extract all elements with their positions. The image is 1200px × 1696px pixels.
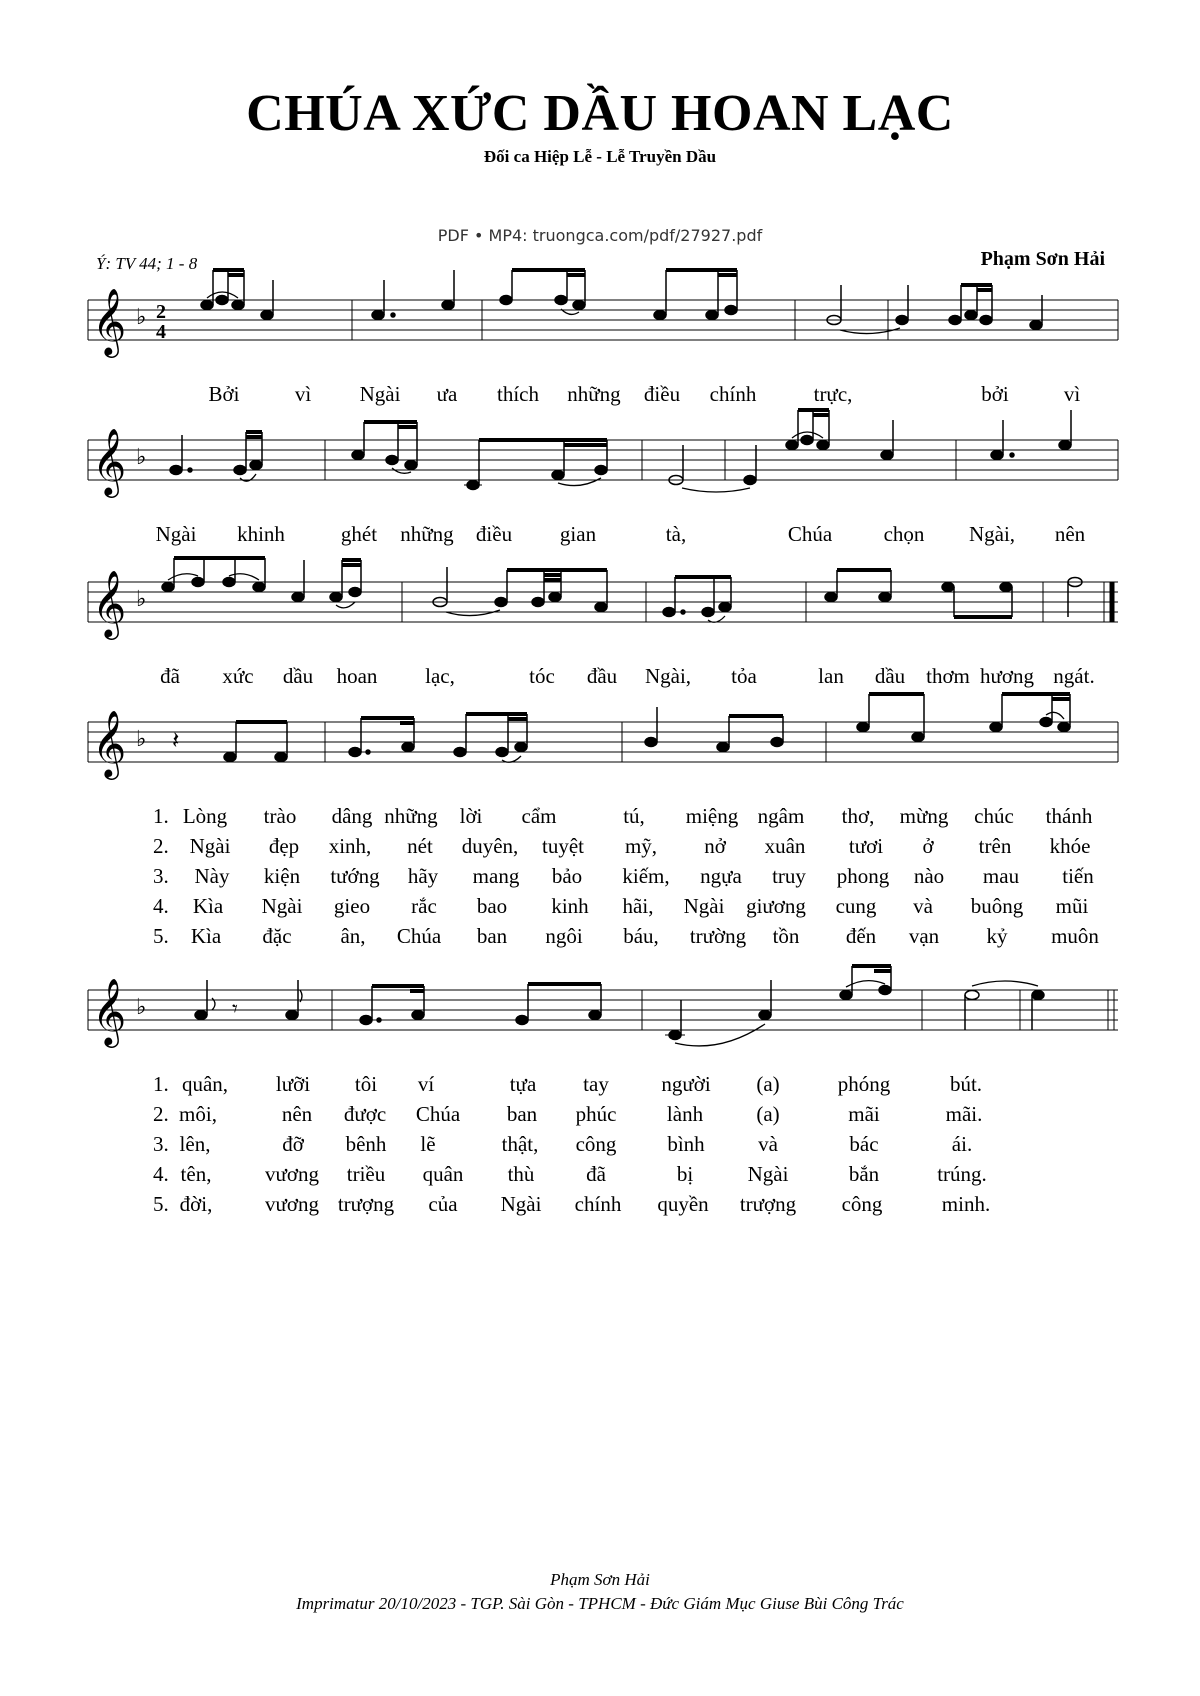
verse-word: bút. — [949, 1072, 983, 1096]
verse-word: tươi — [848, 834, 884, 858]
verse-word: bị — [676, 1162, 694, 1186]
verse-word: truy — [772, 864, 806, 888]
verse-word: mau — [982, 864, 1020, 888]
verse-word: kiện — [263, 864, 301, 888]
refrain-word: điều — [475, 522, 513, 546]
verse-word: trượng — [337, 1192, 395, 1216]
svg-text:♭: ♭ — [136, 587, 147, 612]
verse-word: cẩm — [521, 804, 557, 828]
verse-word: đời, — [179, 1192, 213, 1216]
verse-word: kiếm, — [622, 864, 670, 888]
verse-word: Ngài — [683, 894, 725, 918]
svg-text:𝄞: 𝄞 — [92, 287, 127, 355]
refrain-word: khinh — [237, 522, 285, 546]
footer-author: Phạm Sơn Hải — [550, 1570, 650, 1589]
song-subtitle: Đối ca Hiệp Lễ - Lễ Truyền Dầu — [483, 147, 717, 166]
verse-word: nên — [281, 1102, 313, 1126]
verse-word: lên, — [179, 1132, 211, 1156]
staff-system-2 — [0, 427, 1200, 546]
verse-word: hãi, — [622, 894, 654, 918]
staff-5-notation — [0, 977, 1200, 1045]
verse-word: phong — [836, 864, 890, 888]
refrain-word: Ngài, — [644, 664, 692, 688]
refrain-word: thích — [497, 382, 539, 406]
verse-word: (a) — [756, 1072, 780, 1096]
staff-system-1 — [0, 287, 1200, 406]
verse-word: Kìa — [190, 924, 222, 948]
refrain-word: nên — [1054, 522, 1086, 546]
verse-word: lành — [666, 1102, 704, 1126]
verse-word: triều — [346, 1162, 386, 1186]
refrain-word: tỏa — [731, 664, 757, 688]
verse-word: tôi — [354, 1072, 378, 1096]
staff-2-notation — [0, 427, 1200, 495]
verse-word: trào — [263, 804, 297, 828]
svg-text:2: 2 — [156, 301, 166, 323]
verse-word: muôn — [1051, 924, 1099, 948]
refrain-word: chọn — [883, 522, 925, 546]
footer-imprimatur: Imprimatur 20/10/2023 - TGP. Sài Gòn - TPHCM - Đức Giám Mục Giuse Bùi Công Trác — [296, 1594, 904, 1613]
verse-word: vạn — [908, 924, 940, 948]
verse-word: ân, — [340, 924, 366, 948]
svg-text:𝄞: 𝄞 — [92, 977, 127, 1045]
staff-system-4 — [0, 709, 1200, 948]
verse-word: chúc — [974, 804, 1014, 828]
verse-word: khóe — [1049, 834, 1091, 858]
verse-word: phóng — [837, 1072, 891, 1096]
verse-word: trúng. — [937, 1162, 987, 1186]
verse-word: báu, — [623, 924, 659, 948]
verse-word: mang — [472, 864, 520, 888]
verse-word: cung — [835, 894, 877, 918]
verse-word: ngựa — [700, 864, 742, 888]
verse-number: 3. — [153, 864, 169, 888]
verse-word: mũi — [1055, 894, 1089, 918]
verse-word: mỹ, — [624, 834, 658, 858]
verse-word: trên — [978, 834, 1012, 858]
verse-word: bao — [476, 894, 508, 918]
refrain-word: điều — [643, 382, 681, 406]
refrain-word: đã — [160, 664, 180, 688]
verse-word: đẹp — [268, 834, 300, 858]
verse-word: và — [758, 1132, 778, 1156]
refrain-word: ghét — [340, 522, 378, 546]
verse-word: ái. — [951, 1132, 973, 1156]
verse-number: 4. — [153, 894, 169, 918]
verse-word: miệng — [685, 804, 739, 828]
refrain-word: vì — [1063, 382, 1081, 406]
scripture-reference: Ý: TV 44; 1 - 8 — [96, 254, 198, 273]
verse-word: chính — [574, 1192, 622, 1216]
svg-text:𝄞: 𝄞 — [92, 427, 127, 495]
verse-word: phúc — [575, 1102, 617, 1126]
verse-word: gieo — [333, 894, 371, 918]
refrain-word: chính — [709, 382, 757, 406]
verse-word: ban — [476, 924, 508, 948]
verse-word: ví — [417, 1072, 435, 1096]
refrain-word: Ngài — [155, 522, 197, 546]
verse-word: mãi. — [945, 1102, 983, 1126]
refrain-word: Ngài, — [968, 522, 1016, 546]
svg-text:4: 4 — [156, 321, 166, 343]
verse-word: thơ, — [841, 804, 875, 828]
verse-word: xuân — [764, 834, 806, 858]
verse-word: lẽ — [420, 1132, 436, 1156]
verse-number: 3. — [153, 1132, 169, 1156]
verse-word: bảo — [551, 864, 583, 888]
verse-word: hãy — [407, 864, 439, 888]
staff-system-3 — [0, 569, 1200, 688]
staff-4-notation — [0, 709, 1200, 777]
verse-number: 2. — [153, 834, 169, 858]
svg-text:♭: ♭ — [136, 445, 147, 470]
refrain-word: những — [400, 522, 454, 546]
verse-word: Này — [194, 864, 230, 888]
refrain-word: dầu — [874, 664, 906, 688]
verse-word: giương — [746, 894, 806, 918]
verse-word: kinh — [551, 894, 589, 918]
verse-word: tên, — [180, 1162, 212, 1186]
refrain-word: gian — [559, 522, 597, 546]
verse-number: 4. — [153, 1162, 169, 1186]
staff-1-notation — [0, 287, 1200, 355]
verse-word: bắn — [848, 1162, 880, 1186]
verse-word: thánh — [1045, 804, 1093, 828]
verse-word: nét — [407, 834, 433, 858]
refrain-word: hoan — [336, 664, 378, 688]
refrain-word: dầu — [282, 664, 314, 688]
verse-word: buông — [970, 894, 1024, 918]
verse-number: 2. — [153, 1102, 169, 1126]
refrain-word: lạc, — [425, 664, 455, 688]
refrain-word: đầu — [586, 664, 618, 688]
verse-word: tiến — [1062, 864, 1094, 888]
verse-word: kỷ — [986, 924, 1008, 948]
staff-3-notation — [0, 569, 1200, 637]
verse-word: đến — [845, 924, 877, 948]
refrain-word: Chúa — [787, 522, 833, 546]
verse-word: vương — [265, 1192, 319, 1216]
verse-word: và — [913, 894, 933, 918]
svg-text:♭: ♭ — [136, 727, 147, 752]
verse-word: người — [661, 1072, 711, 1096]
refrain-word: hương — [980, 664, 1034, 688]
verse-word: môi, — [179, 1102, 217, 1126]
verse-number: 1. — [153, 1072, 169, 1096]
verse-word: được — [343, 1102, 387, 1126]
refrain-word: những — [567, 382, 621, 406]
verse-word: ban — [506, 1102, 538, 1126]
verse-word: Ngài — [500, 1192, 542, 1216]
verse-word: bác — [849, 1132, 879, 1156]
verse-word: (a) — [756, 1102, 780, 1126]
verse-word: Ngài — [189, 834, 231, 858]
refrain-word: trực, — [813, 382, 853, 406]
verse-word: rắc — [411, 894, 437, 918]
refrain-word: thơm — [926, 664, 970, 688]
verse-word: ở — [922, 834, 934, 858]
verse-word: Chúa — [396, 924, 442, 948]
verse-word: tú, — [623, 804, 645, 828]
song-title: CHÚA XỨC DẦU HOAN LẠC — [246, 85, 954, 142]
verse-word: Chúa — [415, 1102, 461, 1126]
verse-word: Lòng — [182, 804, 228, 828]
verse-word: tay — [583, 1072, 609, 1096]
verse-word: vương — [265, 1162, 319, 1186]
refrain-word: bởi — [981, 382, 1009, 406]
verse-word: lưỡi — [275, 1072, 311, 1096]
verse-word: tuyệt — [542, 834, 584, 858]
verse-word: mãi — [848, 1102, 880, 1126]
refrain-word: tà, — [665, 522, 687, 546]
verse-word: duyên, — [461, 834, 519, 858]
verse-word: dâng — [331, 804, 373, 828]
svg-text:♭: ♭ — [136, 305, 147, 330]
verse-word: những — [384, 804, 438, 828]
verse-word: Ngài — [747, 1162, 789, 1186]
verse-word: tướng — [330, 864, 380, 888]
refrain-word: xức — [222, 664, 254, 688]
verse-word: minh. — [941, 1192, 991, 1216]
verse-word: trường — [689, 924, 747, 948]
verse-word: thù — [507, 1162, 535, 1186]
verse-word: Ngài — [261, 894, 303, 918]
source-link[interactable]: PDF • MP4: truongca.com/pdf/27927.pdf — [437, 226, 763, 245]
refrain-word: tóc — [529, 664, 555, 688]
verse-word: nở — [704, 834, 726, 858]
verse-word: tựa — [509, 1072, 537, 1096]
refrain-word: vì — [294, 382, 312, 406]
svg-text:𝄾: 𝄾 — [232, 997, 238, 1022]
verse-word: đặc — [262, 924, 292, 948]
refrain-word: Bởi — [208, 382, 240, 406]
refrain-word: ngát. — [1053, 664, 1095, 688]
verse-word: công — [841, 1192, 883, 1216]
staff-system-5 — [0, 977, 1200, 1216]
verse-word: đỡ — [282, 1132, 304, 1156]
refrain-word: lan — [818, 664, 844, 688]
verse-number: 5. — [153, 1192, 169, 1216]
svg-text:♭: ♭ — [136, 995, 147, 1020]
svg-text:𝄞: 𝄞 — [92, 709, 127, 777]
verse-word: quân, — [181, 1072, 229, 1096]
svg-text:𝄽: 𝄽 — [172, 726, 180, 754]
composer-name: Phạm Sơn Hải — [980, 248, 1105, 270]
verse-word: Kìa — [192, 894, 224, 918]
verse-word: của — [428, 1192, 458, 1216]
refrain-word: ưa — [436, 382, 458, 406]
verse-word: xinh, — [328, 834, 372, 858]
verse-word: công — [575, 1132, 617, 1156]
verse-word: tồn — [772, 924, 800, 948]
verse-word: bênh — [345, 1132, 387, 1156]
refrain-word: Ngài — [359, 382, 401, 406]
verse-word: trượng — [739, 1192, 797, 1216]
verse-word: ngôi — [545, 924, 583, 948]
verse-number: 1. — [153, 804, 169, 828]
verse-word: quyền — [657, 1192, 709, 1216]
svg-text:𝄞: 𝄞 — [92, 569, 127, 637]
verse-word: quân — [422, 1162, 464, 1186]
verse-number: 5. — [153, 924, 169, 948]
verse-word: đã — [586, 1162, 606, 1186]
verse-word: mừng — [899, 804, 949, 828]
verse-word: ngâm — [757, 804, 805, 828]
verse-word: nào — [913, 864, 945, 888]
verse-word: lời — [459, 804, 483, 828]
verse-word: bình — [667, 1132, 705, 1156]
verse-word: thật, — [501, 1132, 539, 1156]
